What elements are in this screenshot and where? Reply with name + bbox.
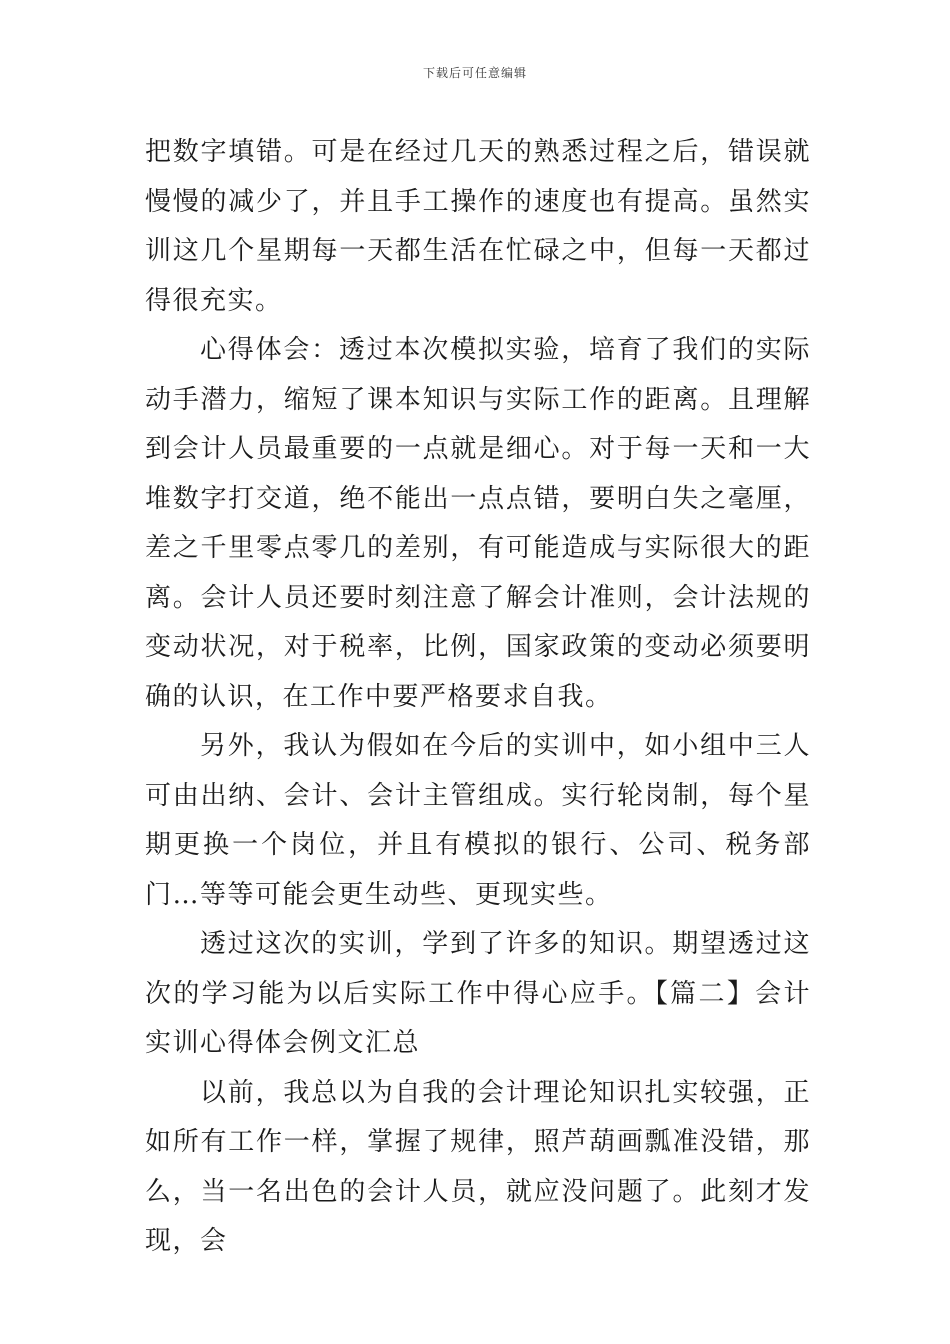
document-body (145, 128, 811, 1267)
paragraph-3: 另外，我认为假如在今后的实训中，如小组中三人可由出纳、会计、会计主管组成。实行轮岗制，每个星期更换一个岗位，并且有模拟的银行、公司、税务部门…等等可能会更生动些、更现实些。 (145, 731, 811, 910)
paragraph-1: 把数字填错。可是在经过几天的熟悉过程之后，错误就慢慢的减少了，并且手工操作的速度也有提高。虽然实训这几个星期每一天都生活在忙碌之中，但每一天都过得很充实。 (145, 137, 811, 316)
paragraph-4: 透过这次的实训，学到了许多的知识。期望透过这次的学习能为以后实际工作中得心应手。【篇二】会计实训心得体会例文汇总 (145, 929, 811, 1058)
page-header-note: 下载后可任意编辑 (422, 66, 527, 80)
paragraph-2: 心得体会：透过本次模拟实验，培育了我们的实际动手潜力，缩短了课本知识与实际工作的距离。且理解到会计人员最重要的一点就是细心。对于每一天和一大堆数字打交道，绝不能出一点点错，要明白失之毫厘，差之千里零点零几的差别，有可能造成与实际很大的距离。会计人员还要时刻注意了解会计准则，会计法规的变动状况，对于税率，比例，国家政策的变动必须要明确的认识，在工作中要严格要求自我。 (145, 335, 811, 712)
paragraph-5: 以前，我总以为自我的会计理论知识扎实较强，正如所有工作一样，掌握了规律，照芦葫画瓢准没错，那么，当一名出色的会计人员，就应没问题了。此刻才发现，会 (145, 1077, 811, 1256)
